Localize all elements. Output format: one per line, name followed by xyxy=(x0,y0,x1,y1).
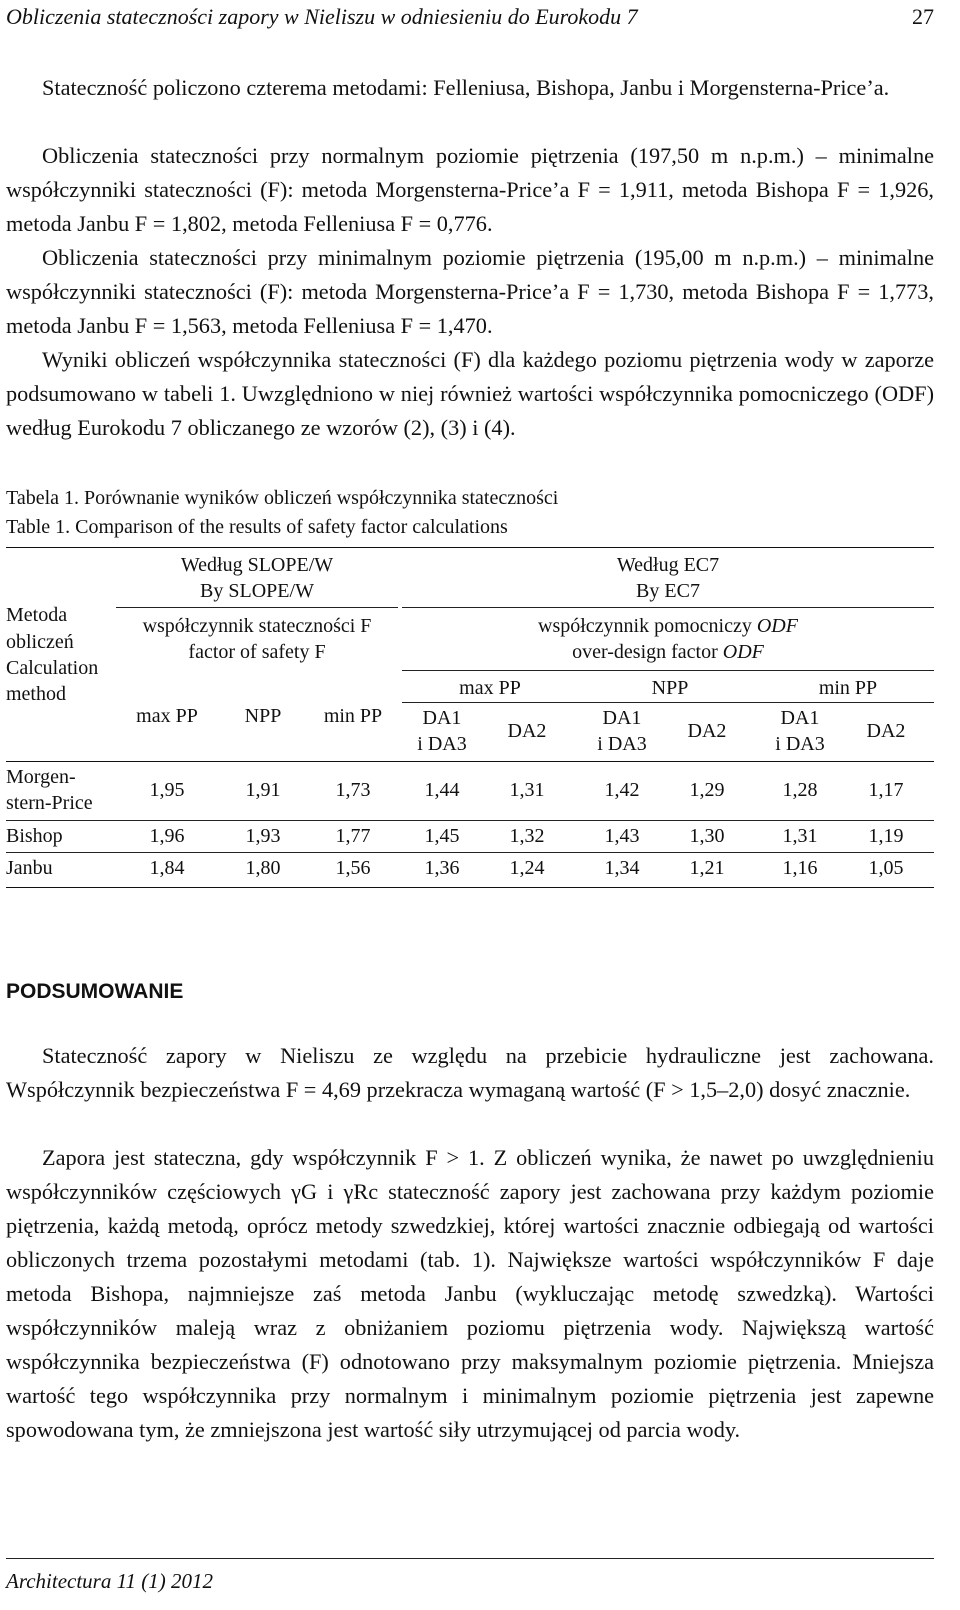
intro-paragraph-3: Obliczenia stateczności przy minimalnym poziomie piętrzenia (195,00 m n.p.m.) – minimalne współczynniki stateczności (F): metoda Morgensterna-Price’a F = 1,730, metoda Bishopa F = 1,773, metoda Janbu F = 1,563, metoda Felleniusa F = 1,470. xyxy=(6,245,934,338)
ec7-level-npp: NPP xyxy=(651,677,689,699)
table-cell: 1,91 xyxy=(245,779,281,801)
table-cell: 1,32 xyxy=(509,825,545,847)
ec7-header-en: By EC7 xyxy=(636,580,700,602)
row-2-method: Bishop xyxy=(6,825,63,847)
table-cell: 1,93 xyxy=(245,825,281,847)
running-title: Obliczenia stateczności zapory w Nieliszu w odniesieniu do Eurokodu 7 xyxy=(6,4,638,29)
row-1-method-line-1: Morgen- xyxy=(6,766,76,788)
section-heading: PODSUMOWANIE xyxy=(6,980,184,1003)
table-caption-pl: Tabela 1. Porównanie wyników obliczeń współczynnika stateczności xyxy=(6,487,559,509)
slope-level-max-pp: max PP xyxy=(136,705,198,727)
table-cell: 1,36 xyxy=(424,857,460,879)
slope-header-en: By SLOPE/W xyxy=(200,580,314,602)
table-cell: 1,24 xyxy=(509,857,545,879)
table-cell: 1,45 xyxy=(424,825,460,847)
ec7-sub-en-odf: ODF xyxy=(722,641,764,663)
table-cell: 1,05 xyxy=(868,857,904,879)
slope-group-rule xyxy=(116,607,398,608)
da1-header-1-line-2: i DA3 xyxy=(417,733,467,755)
table-cell: 1,96 xyxy=(149,825,185,847)
table-cell: 1,17 xyxy=(868,779,904,801)
da1-header-3-line-1: DA1 xyxy=(780,707,820,729)
table-cell: 1,95 xyxy=(149,779,185,801)
ec7-header-pl: Według EC7 xyxy=(616,554,720,576)
ec7-level-max-pp: max PP xyxy=(459,677,521,699)
slope-level-npp: NPP xyxy=(244,705,282,727)
table-cell: 1,31 xyxy=(782,825,818,847)
table-cell: 1,19 xyxy=(868,825,904,847)
method-header-line-2: obliczeń xyxy=(6,631,74,653)
ec7-sub-en xyxy=(402,640,934,665)
table-cell: 1,77 xyxy=(335,825,371,847)
footer-rule xyxy=(6,1558,934,1559)
table-cell: 1,84 xyxy=(149,857,185,879)
summary-paragraph-1: Stateczność zapory w Nieliszu ze względu na przebicie hydrauliczne jest zachowana. Współczynnik bezpieczeństwa F = 4,69 przekracza wymaganą wartość (F > 1,5–2,0) dosyć znacznie. xyxy=(6,1043,934,1102)
table-header-rule xyxy=(6,761,934,762)
table-cell: 1,73 xyxy=(335,779,371,801)
da1-header-2-line-1: DA1 xyxy=(602,707,642,729)
da1-header-2-line-2: i DA3 xyxy=(597,733,647,755)
table-bottom-rule xyxy=(6,887,934,888)
table-cell: 1,56 xyxy=(335,857,371,879)
row-3-method: Janbu xyxy=(6,857,53,879)
ec7-sub-pl-odf: ODF xyxy=(756,615,798,637)
page-number: 27 xyxy=(912,4,934,29)
method-header-line-1: Metoda xyxy=(6,604,68,626)
da2-header-3: DA2 xyxy=(866,720,906,742)
da2-header-1: DA2 xyxy=(507,720,547,742)
table-cell: 1,29 xyxy=(689,779,725,801)
intro-paragraph-4: Wyniki obliczeń współczynnika stateczności (F) dla każdego poziomu piętrzenia wody w zaporze podsumowano w tabeli 1. Uwzględniono w niej również wartości współczynnika pomocniczego (ODF) według Eurokodu 7 obliczanego ze wzorów (2), (3) i (4). xyxy=(6,347,934,440)
ec7-sub-pl-text: współczynnik pomocniczy xyxy=(538,615,757,637)
ec7-sub-pl xyxy=(402,614,934,639)
table-cell: 1,21 xyxy=(689,857,725,879)
summary-paragraph-2: Zapora jest stateczna, gdy współczynnik F > 1. Z obliczeń wynika, że nawet po uwzględnieniu współczynników częściowych γG i γRc stateczność zapory jest zachowana przy każdym poziomie piętrzenia, każdą metodą, oprócz metody szwedzkiej, której wartości znacznie odbiegają od wartości obliczonych trzema pozostałymi metodami (tab. 1). Największe wartości współczynników F daje metoda Bishopa, najmniejsze zaś metoda Janbu (wykluczając metodę szwedzką). Wartości współczynników maleją wraz z obniżaniem poziomu piętrzenia wody. Największą wartość współczynnika bezpieczeństwa (F) odnotowano przy maksymalnym poziomie piętrzenia. Mniejsza wartość tego współczynnika przy normalnym i minimalnym poziomie piętrzenia jest zapewne spowodowana tym, że zmniejszona jest wartość siły utrzymującej od parcia wody. xyxy=(6,1145,934,1442)
table-cell: 1,43 xyxy=(604,825,640,847)
table-cell: 1,80 xyxy=(245,857,281,879)
row-rule xyxy=(6,852,934,853)
method-header-line-3: Calculation xyxy=(6,657,99,679)
slope-level-min-pp: min PP xyxy=(323,705,383,727)
table-caption-en: Table 1. Comparison of the results of safety factor calculations xyxy=(6,516,508,538)
da1-header-3-line-2: i DA3 xyxy=(775,733,825,755)
slope-sub-pl: współczynnik stateczności F xyxy=(142,615,372,637)
table-cell: 1,31 xyxy=(509,779,545,801)
journal-footer: Architectura 11 (1) 2012 xyxy=(6,1569,214,1593)
table-cell: 1,28 xyxy=(782,779,818,801)
row-1-method-line-2: stern-Price xyxy=(6,792,93,814)
ec7-sub-en-text: over-design factor xyxy=(572,641,723,663)
da2-header-2: DA2 xyxy=(687,720,727,742)
table-cell: 1,44 xyxy=(424,779,460,801)
intro-paragraph-2: Obliczenia stateczności przy normalnym poziomie piętrzenia (197,50 m n.p.m.) – minimalne współczynniki stateczności (F): metoda Morgensterna-Price’a F = 1,911, metoda Bishopa F = 1,926, metoda Janbu F = 1,802, metoda Felleniusa F = 0,776. xyxy=(6,143,934,236)
table-cell: 1,30 xyxy=(689,825,725,847)
ec7-group-rule xyxy=(402,607,934,608)
table-cell: 1,42 xyxy=(604,779,640,801)
intro-paragraph-1: Stateczność policzono czterema metodami: Felleniusa, Bishopa, Janbu i Morgensterna-Price’a. xyxy=(42,75,890,100)
da1-header-1-line-1: DA1 xyxy=(422,707,462,729)
row-rule xyxy=(6,820,934,821)
ec7-sub-rule xyxy=(402,670,934,671)
ec7-level-min-pp: min PP xyxy=(818,677,878,699)
ec7-level-rule xyxy=(402,702,934,703)
table-cell: 1,34 xyxy=(604,857,640,879)
slope-sub-en: factor of safety F xyxy=(188,641,326,663)
table-cell: 1,16 xyxy=(782,857,818,879)
method-header-line-4: method xyxy=(6,683,66,705)
slope-header-pl: Według SLOPE/W xyxy=(180,554,334,576)
